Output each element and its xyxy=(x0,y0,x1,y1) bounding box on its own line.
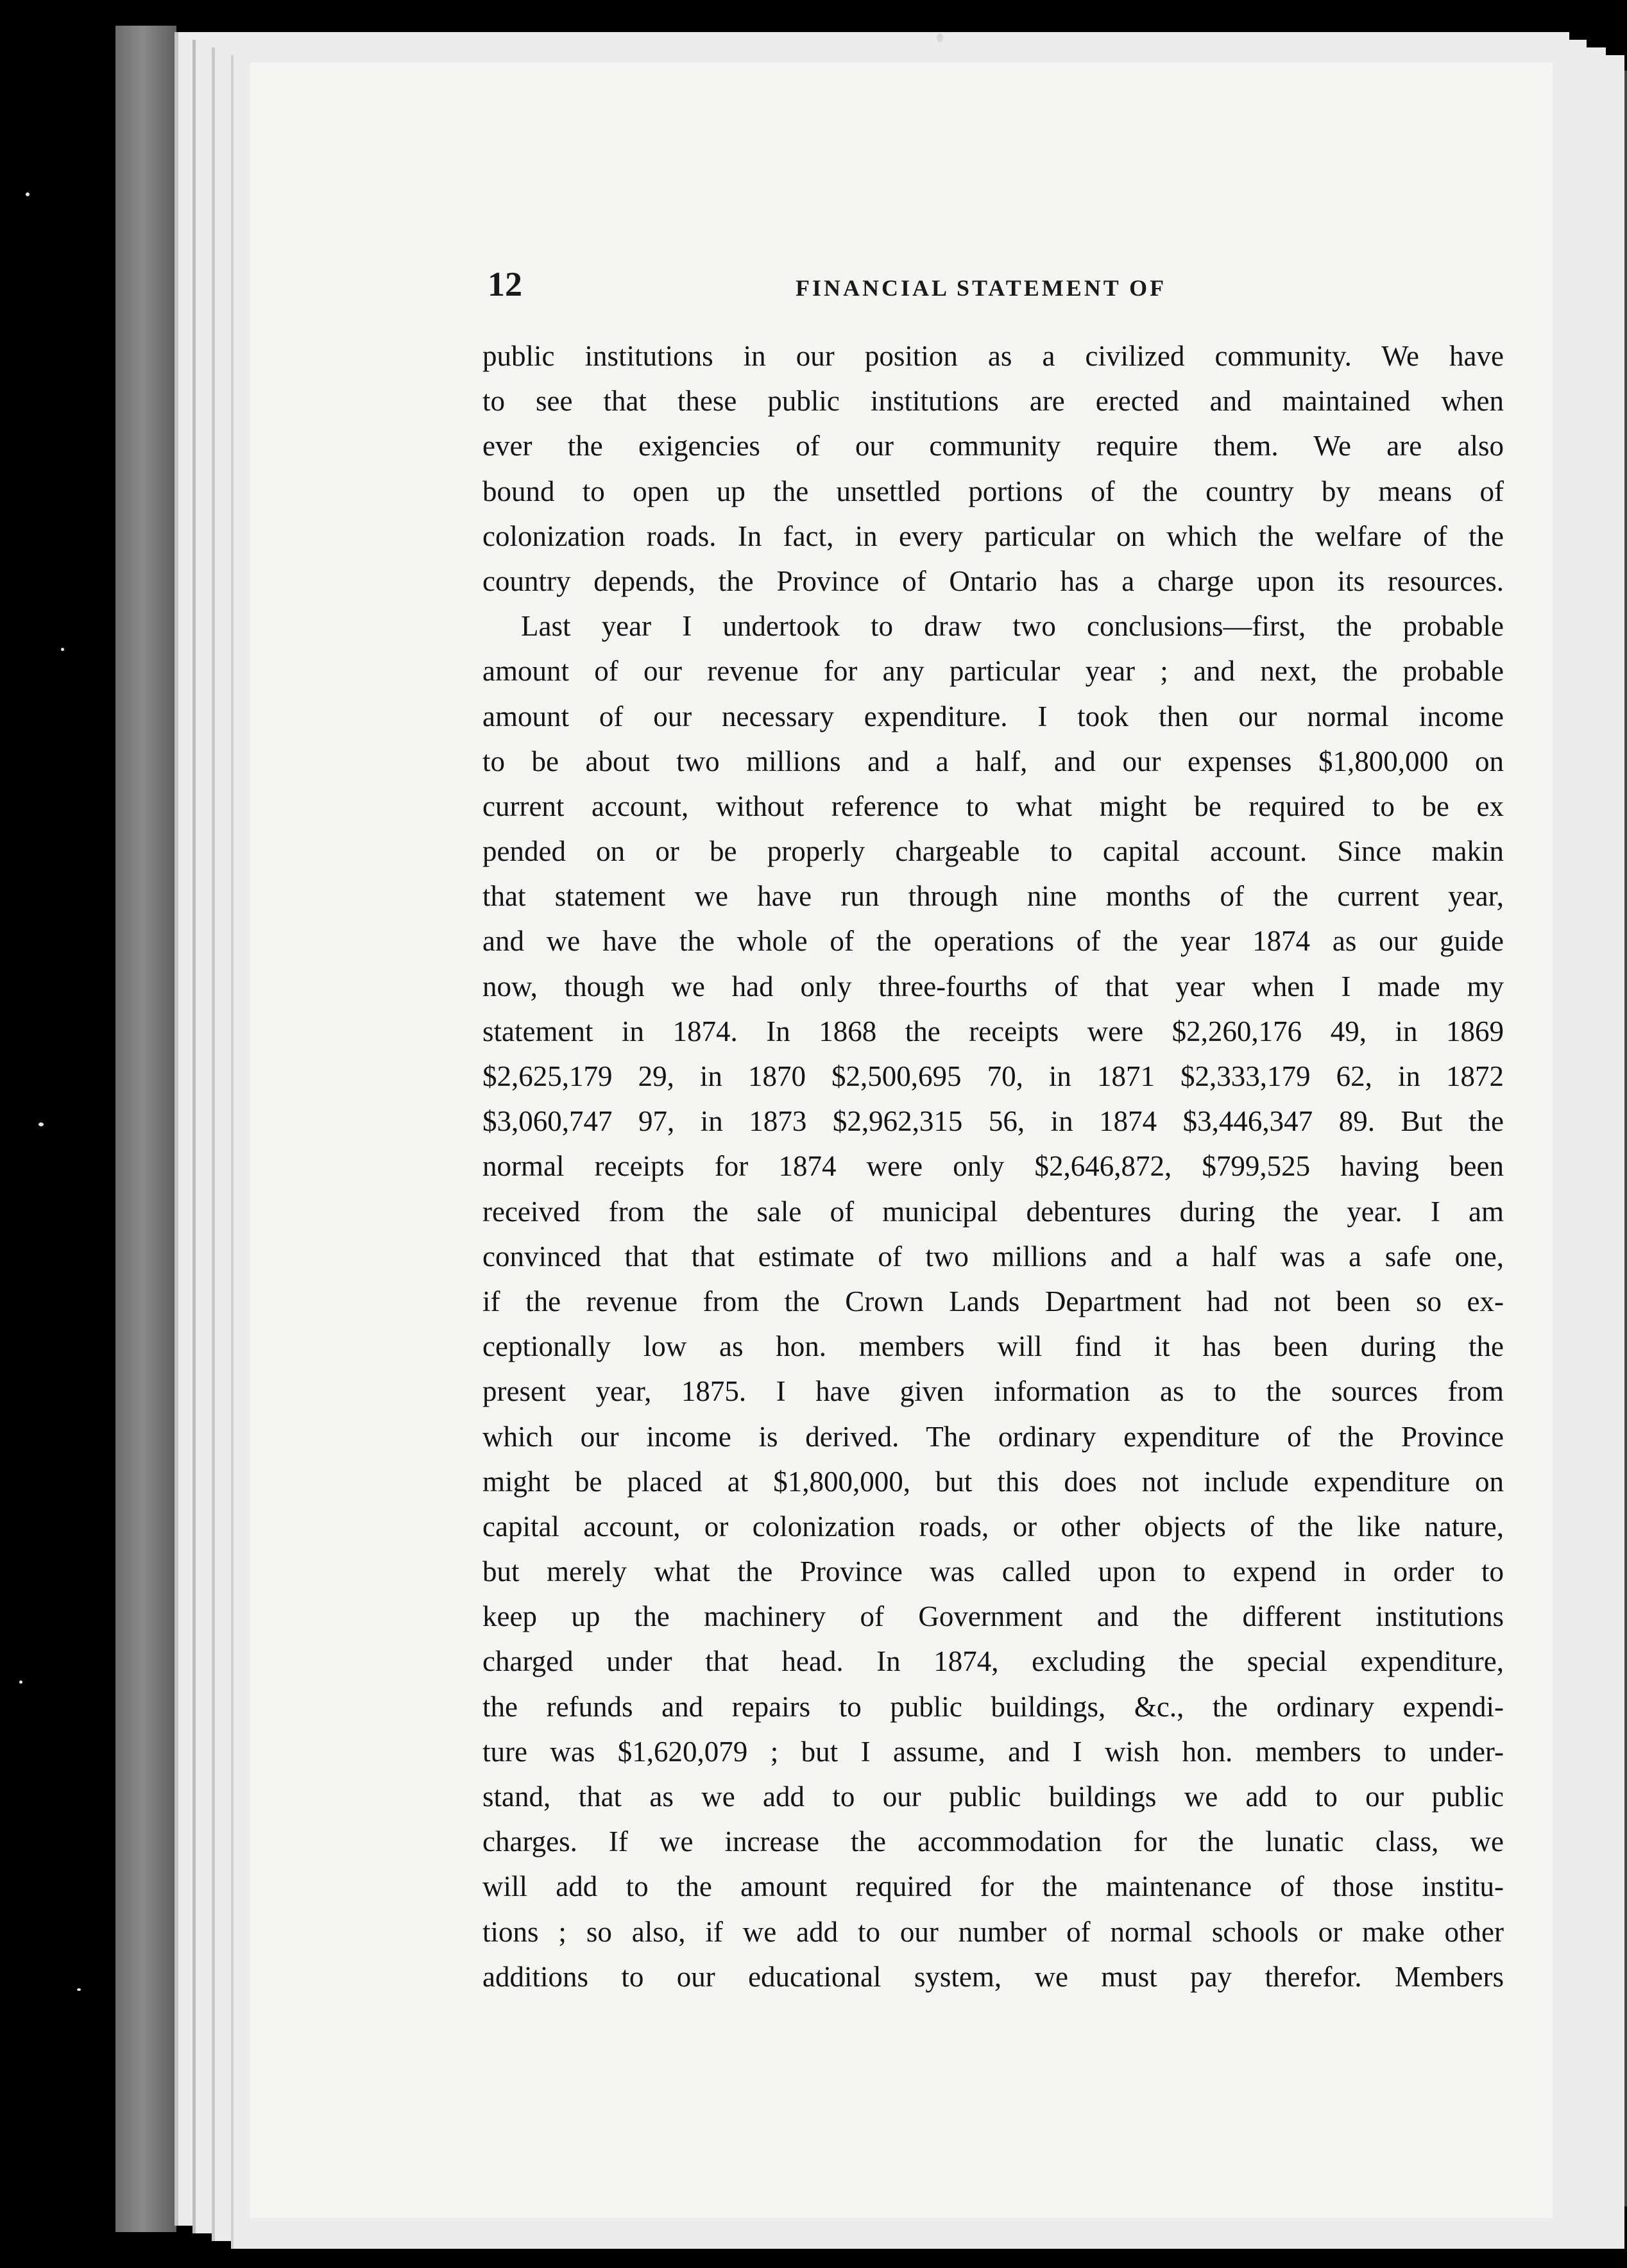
text-line: $2,625,179 29, in 1870 $2,500,695 70, in 1871 $2,333,179 62, in 1872 xyxy=(482,1060,1504,1092)
text-line: country depends, the Province of Ontario has a charge upon its resources. xyxy=(482,564,1504,597)
text-line: now, though we had only three-fourths of that year when I made my xyxy=(482,970,1504,1003)
text-line: to be about two millions and a half, and our expenses $1,800,000 on xyxy=(482,745,1504,777)
scan-speck xyxy=(38,1122,44,1126)
text-line: additions to our educational system, we must pay therefor. Members xyxy=(482,1960,1504,1993)
text-line: amount of our revenue for any particular year ; and next, the probable xyxy=(482,655,1504,688)
text-line: keep up the machinery of Government and the different institutions xyxy=(482,1600,1504,1633)
running-head xyxy=(488,262,1514,307)
text-line: but merely what the Province was called upon to expend in order to xyxy=(482,1555,1504,1588)
text-line: convinced that that estimate of two millions and a half was a safe one, xyxy=(482,1240,1504,1273)
page-number: 12 xyxy=(488,265,522,303)
text-line: stand, that as we add to our public buildings we add to our public xyxy=(482,1781,1504,1813)
text-line: colonization roads. In fact, in every particular on which the welfare of the xyxy=(482,520,1504,552)
text-line: statement in 1874. In 1868 the receipts were $2,260,176 49, in 1869 xyxy=(482,1015,1504,1047)
text-line: tions ; so also, if we add to our number of normal schools or make other xyxy=(482,1915,1504,1948)
text-line: ceptionally low as hon. members will find it has been during the xyxy=(482,1330,1504,1363)
body-text xyxy=(482,334,1504,1999)
text-line: present year, 1875. I have given information as to the sources from xyxy=(482,1375,1504,1408)
text-line: capital account, or colonization roads, or other objects of the like nature, xyxy=(482,1510,1504,1543)
text-line: charges. If we increase the accommodation for the lunatic class, we xyxy=(482,1825,1504,1858)
text-line: Last year I undertook to draw two conclusions—first, the probable xyxy=(521,610,1504,643)
scan-speck xyxy=(77,1988,81,1991)
scan-speck xyxy=(26,192,30,196)
text-line: public institutions in our position as a civilized community. We have xyxy=(482,340,1504,372)
text-line: which our income is derived. The ordinary expenditure of the Province xyxy=(482,1420,1504,1453)
text-line: pended on or be properly chargeable to capital account. Since makin xyxy=(482,835,1504,868)
scan-speck xyxy=(19,1680,22,1684)
text-line: will add to the amount required for the maintenance of those institu- xyxy=(482,1870,1504,1903)
text-line: the refunds and repairs to public buildings, &c., the ordinary expendi- xyxy=(482,1690,1504,1723)
text-line: ever the exigencies of our community require them. We are also xyxy=(482,430,1504,462)
text-line: $3,060,747 97, in 1873 $2,962,315 56, in 1874 $3,446,347 89. But the xyxy=(482,1105,1504,1138)
book-edge-left xyxy=(115,26,176,2232)
text-line: normal receipts for 1874 were only $2,646,872, $799,525 having been xyxy=(482,1150,1504,1183)
text-line: received from the sale of municipal debentures during the year. I am xyxy=(482,1195,1504,1228)
text-line: to see that these public institutions are erected and maintained when xyxy=(482,385,1504,418)
text-line: if the revenue from the Crown Lands Department had not been so ex- xyxy=(482,1285,1504,1317)
text-line: that statement we have run through nine months of the current year, xyxy=(482,880,1504,913)
text-line: ture was $1,620,079 ; but I assume, and I wish hon. members to under- xyxy=(482,1735,1504,1768)
text-line: current account, without reference to what might be required to be ex xyxy=(482,790,1504,822)
running-head-title: FINANCIAL STATEMENT OF xyxy=(796,275,1167,301)
scan-speck xyxy=(61,648,64,651)
text-line: amount of our necessary expenditure. I took then our normal income xyxy=(482,700,1504,732)
text-line: bound to open up the unsettled portions of the country by means of xyxy=(482,475,1504,507)
scan-speck xyxy=(937,33,943,42)
text-line: charged under that head. In 1874, excluding the special expenditure, xyxy=(482,1645,1504,1678)
text-line: might be placed at $1,800,000, but this does not include expenditure on xyxy=(482,1465,1504,1498)
text-line: and we have the whole of the operations of the year 1874 as our guide xyxy=(482,925,1504,958)
